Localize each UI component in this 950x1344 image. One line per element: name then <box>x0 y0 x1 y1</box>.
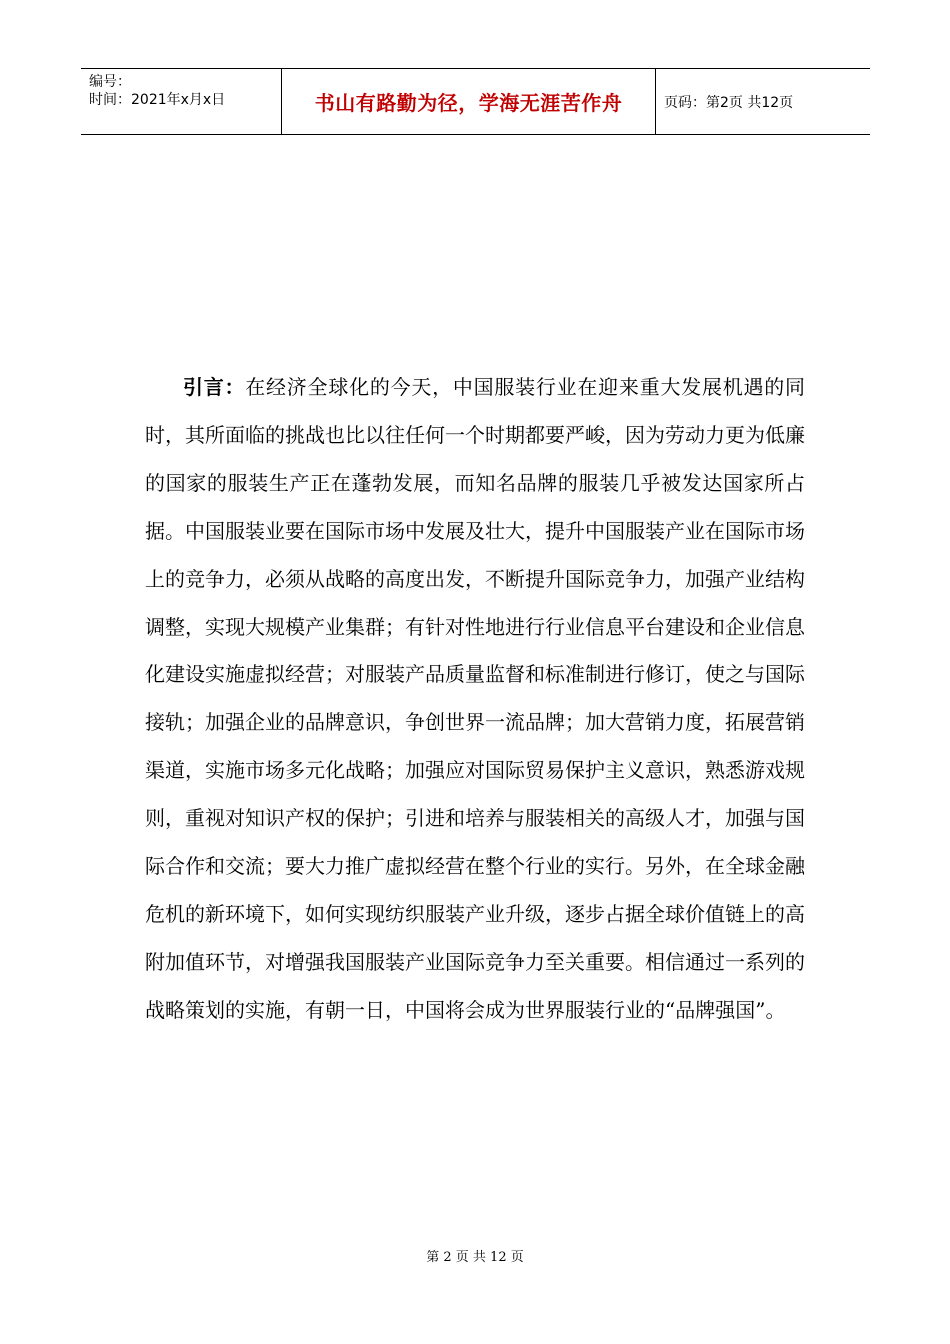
header-page-cell <box>656 69 870 134</box>
header-page-info: 页码：第2页 共12页 <box>664 94 794 111</box>
header-meta-cell <box>81 69 282 134</box>
document-header <box>81 68 870 135</box>
header-motto-cell <box>282 69 656 134</box>
introduction-lead: 引言： <box>183 375 246 399</box>
header-motto: 书山有路勤为径，学海无涯苦作舟 <box>314 91 623 115</box>
introduction-text: 在经济全球化的今天，中国服装行业在迎来重大发展机遇的同时，其所面临的挑战也比以往任何一个时期都要严峻，因为劳动力更为低廉的国家的服装生产正在蓬勃发展，而知名品牌的服装几乎被发达国家所占据。中国服装业要在国际市场中发展及壮大，提升中国服装产业在国际市场上的竞争力，必须从战略的高度出发，不断提升国际竞争力，加强产业结构调整，实现大规模产业集群；有针对性地进行行业信息平台建设和企业信息化建设实施虚拟经营；对服装产品质量监督和标准制进行修订，使之与国际接轨；加强企业的品牌意识，争创世界一流品牌；加大营销力度，拓展营销渠道，实施市场多元化战略；加强应对国际贸易保护主义意识，熟悉游戏规则，重视对知识产权的保护；引进和培养与服装相关的高级人才，加强与国际合作和交流；要大力推广虚拟经营在整个行业的实行。另外，在全球金融危机的新环境下，如何实现纺织服装产业升级，逐步占据全球价值链上的高附加值环节，对增强我国服装产业国际竞争力至关重要。相信通过一系列的战略策划的实施，有朝一日，中国将会成为世界服装行业的“品牌强国”。 <box>145 375 806 1022</box>
date-label: 时间：2021年x月x日 <box>89 92 226 108</box>
introduction-paragraph <box>145 364 805 1035</box>
serial-number-label: 编号： <box>89 74 131 90</box>
page-footer: 第 2 页 共 12 页 <box>426 1250 524 1265</box>
